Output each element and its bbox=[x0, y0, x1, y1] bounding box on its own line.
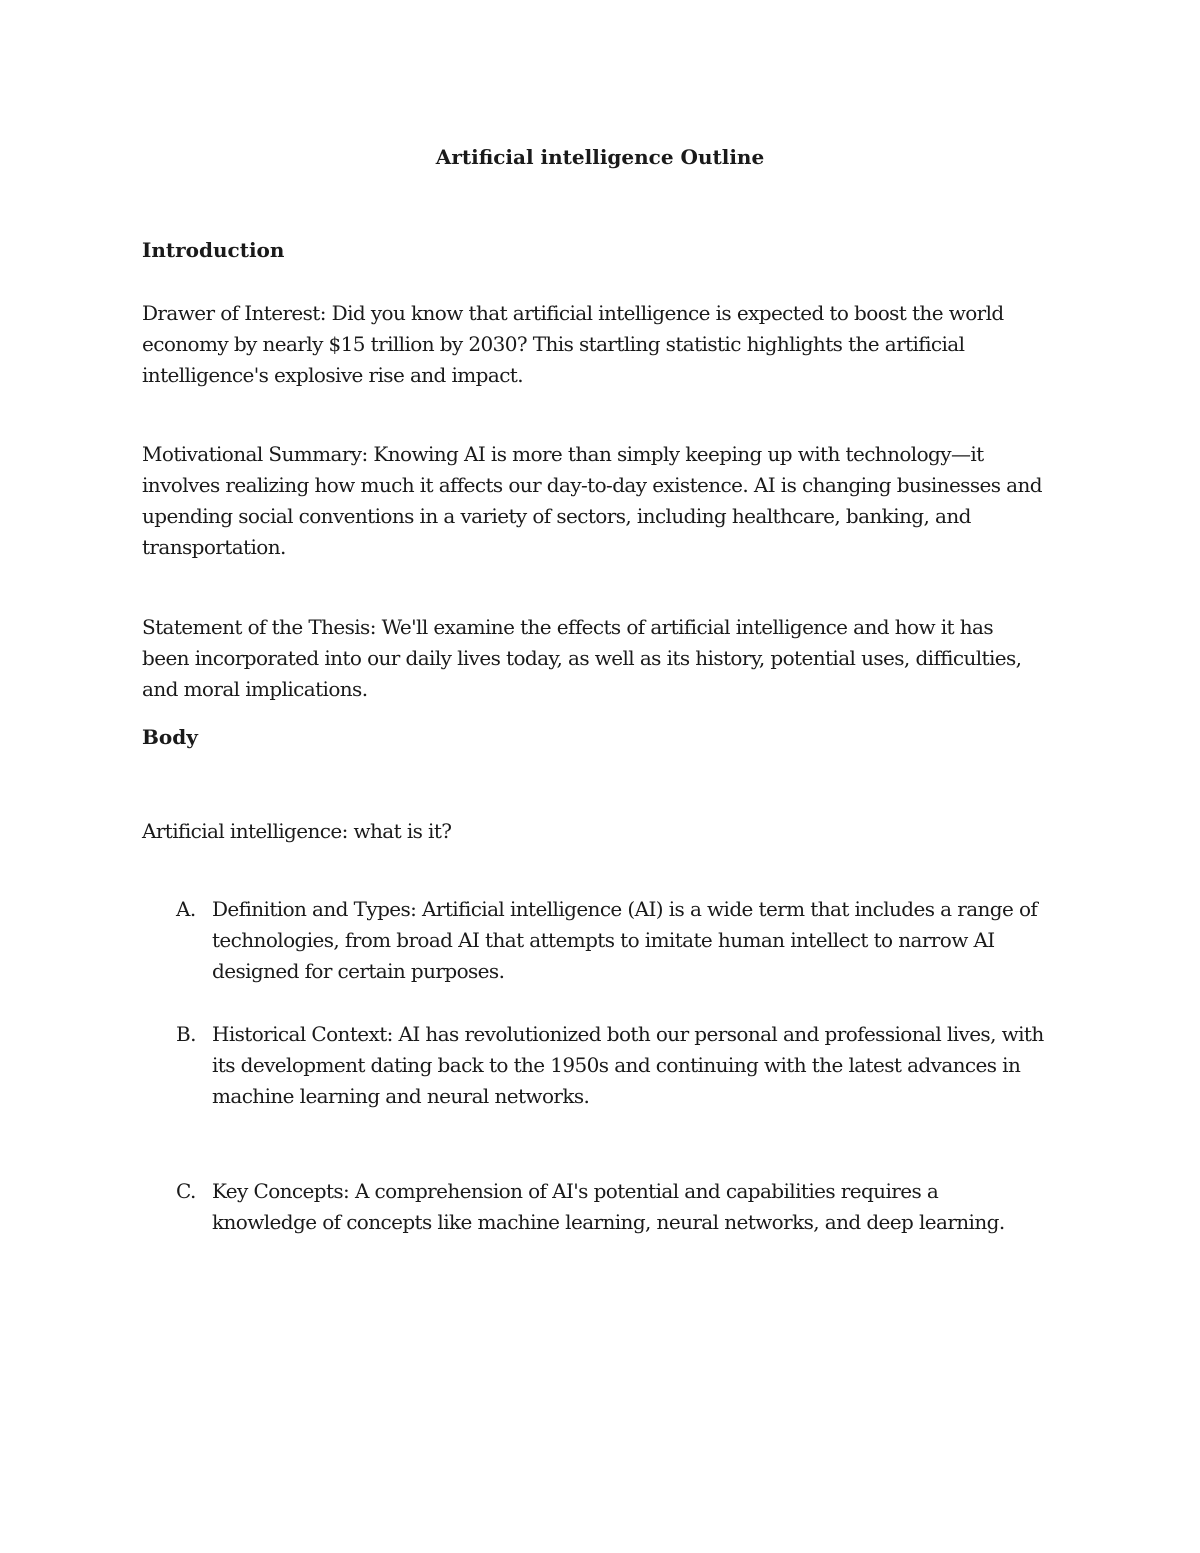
introduction-heading: Introduction bbox=[142, 238, 285, 262]
list-item bbox=[142, 894, 1047, 987]
list-item bbox=[142, 1176, 1047, 1238]
list-item-text: Historical Context: AI has revolutionized both our personal and professional lives, with its development dating back to the 1950s and continuing with the latest advances in machine learning and neural networks. bbox=[212, 1022, 1044, 1108]
body-heading: Body bbox=[142, 725, 198, 749]
thesis-paragraph: Statement of the Thesis: We'll examine the effects of artificial intelligence and how it has been incorporated into our daily lives today, as well as its history, potential uses, difficulties, and moral implications. bbox=[142, 615, 1022, 701]
list-item-text: Definition and Types: Artificial intelligence (AI) is a wide term that includes a range of technologies, from broad AI that attempts to imitate human intellect to narrow AI designed for certain purposes. bbox=[212, 897, 1038, 983]
list-marker: A. bbox=[176, 897, 196, 921]
list-item bbox=[142, 1019, 1047, 1112]
attention-paragraph: Drawer of Interest: Did you know that artificial intelligence is expected to boost the world economy by nearly $15 trillion by 2030? This startling statistic highlights the artificial intelligence's explosive rise and impact. bbox=[142, 301, 1004, 387]
document-title: Artificial intelligence Outline bbox=[435, 145, 765, 169]
list-item-text: Key Concepts: A comprehension of AI's potential and capabilities requires a knowledge of concepts like machine learning, neural networks, and deep learning. bbox=[212, 1179, 1005, 1234]
list-marker: B. bbox=[176, 1022, 196, 1046]
list-marker: C. bbox=[176, 1179, 196, 1203]
motivation-paragraph: Motivational Summary: Knowing AI is more than simply keeping up with technology—it involves realizing how much it affects our day-to-day existence. AI is changing businesses and upending social conventions in a variety of sectors, including healthcare, banking, and transportation. bbox=[142, 442, 1042, 559]
section-subheading: Artificial intelligence: what is it? bbox=[142, 819, 452, 843]
